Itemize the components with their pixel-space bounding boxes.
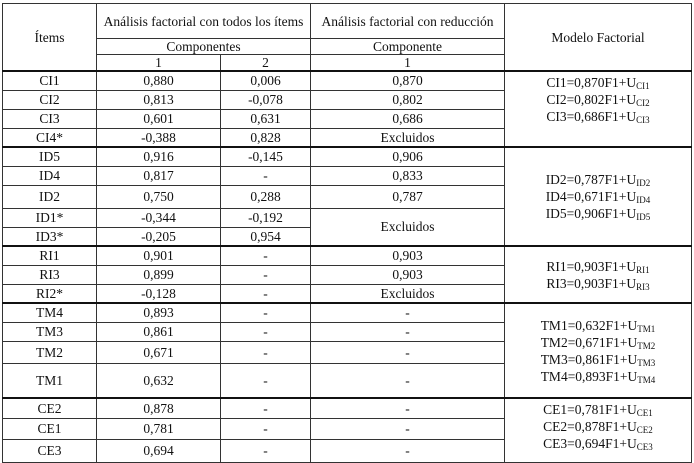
reduction-cell: 0,903: [311, 246, 505, 265]
comp1-cell: 0,880: [97, 71, 221, 90]
item-cell: TM3: [3, 322, 97, 341]
model-equation: [505, 368, 691, 385]
comp1-cell: 0,601: [97, 109, 221, 128]
item-cell: CE1: [3, 418, 97, 439]
reduction-cell: -: [311, 303, 505, 322]
reduction-cell: 0,787: [311, 185, 505, 208]
equation-text: ID5=0,906F1+U: [545, 206, 637, 221]
comp2-cell: -: [221, 166, 311, 185]
model-cell-id: [505, 147, 692, 246]
equation-subscript: TM1: [637, 323, 656, 334]
comp2-cell: -: [221, 303, 311, 322]
header-comp-1: 1: [97, 55, 221, 72]
reduction-cell: 0,906: [311, 147, 505, 166]
comp1-cell: -0,128: [97, 284, 221, 303]
model-cell-ri: [505, 246, 692, 303]
reduction-cell: 0,802: [311, 90, 505, 109]
model-equation: [505, 171, 691, 188]
equation-subscript: RI3: [636, 281, 650, 292]
item-cell: CI4*: [3, 128, 97, 147]
equation-subscript: ID5: [636, 212, 651, 222]
equation-text: CI1=0,870F1+U: [546, 75, 637, 90]
item-cell: ID2: [3, 185, 97, 208]
comp2-cell: -0,078: [221, 90, 311, 109]
model-equation: [505, 351, 691, 368]
item-cell: RI2*: [3, 284, 97, 303]
comp2-cell: 0,006: [221, 71, 311, 90]
item-cell: ID4: [3, 166, 97, 185]
comp2-cell: -: [221, 284, 311, 303]
item-cell: TM1: [3, 363, 97, 398]
header-components: Componentes: [97, 39, 311, 55]
table-row: [3, 398, 692, 418]
comp2-cell: 0,631: [221, 109, 311, 128]
model-equation: [505, 418, 691, 435]
header-model: Modelo Factorial: [505, 4, 692, 72]
comp1-cell: 0,861: [97, 322, 221, 341]
comp1-cell: 0,781: [97, 418, 221, 439]
comp1-cell: -0,388: [97, 128, 221, 147]
model-equation: [505, 435, 691, 452]
equation-subscript: RI1: [636, 264, 650, 275]
comp1-cell: -0,344: [97, 208, 221, 227]
model-equation: [505, 401, 691, 418]
comp1-cell: 0,817: [97, 166, 221, 185]
equation-text: CI2=0,802F1+U: [546, 92, 637, 107]
equation-text: CE2=0,878F1+U: [543, 419, 637, 434]
comp2-cell: 0,828: [221, 128, 311, 147]
model-equation: [505, 205, 691, 222]
table-row: [3, 303, 692, 322]
model-equation: [505, 188, 691, 205]
equation-text: TM4=0,893F1+U: [540, 368, 638, 384]
comp2-cell: 0,288: [221, 185, 311, 208]
item-cell: CI2: [3, 90, 97, 109]
equation-text: ID4=0,671F1+U: [545, 189, 637, 204]
reduction-cell: -: [311, 398, 505, 418]
comp2-cell: -0,192: [221, 208, 311, 227]
header-red-1: 1: [311, 55, 505, 72]
comp1-cell: -0,205: [97, 227, 221, 246]
equation-text: CI3=0,686F1+U: [546, 109, 637, 124]
model-equation: [505, 317, 691, 334]
comp1-cell: 0,893: [97, 303, 221, 322]
item-cell: ID1*: [3, 208, 97, 227]
header-all-items: Análisis factorial con todos los ítems: [97, 4, 311, 39]
header-reduction: Análisis factorial con reducción: [311, 4, 505, 39]
comp2-cell: -: [221, 246, 311, 265]
item-cell: CI3: [3, 109, 97, 128]
reduction-cell: 0,686: [311, 109, 505, 128]
comp2-cell: 0,954: [221, 227, 311, 246]
equation-subscript: TM4: [637, 374, 656, 385]
reduction-cell: 0,903: [311, 265, 505, 284]
item-cell: CE3: [3, 439, 97, 462]
equation-text: CE3=0,694F1+U: [543, 436, 637, 451]
comp1-cell: 0,750: [97, 185, 221, 208]
reduction-cell: 0,833: [311, 166, 505, 185]
equation-text: TM3=0,861F1+U: [540, 351, 638, 367]
equation-text: RI3=0,903F1+U: [546, 275, 637, 291]
item-cell: RI3: [3, 265, 97, 284]
header-component: Componente: [311, 39, 505, 55]
model-cell-ce: [505, 398, 692, 462]
excluded-cell: Excluidos: [311, 284, 505, 303]
equation-subscript: CI3: [636, 115, 650, 125]
equation-subscript: CE1: [636, 408, 653, 418]
equation-subscript: CE2: [636, 425, 653, 435]
comp2-cell: -: [221, 341, 311, 363]
comp1-cell: 0,916: [97, 147, 221, 166]
header-comp-2: 2: [221, 55, 311, 72]
item-cell: RI1: [3, 246, 97, 265]
model-cell-tm: [505, 303, 692, 398]
equation-subscript: CI1: [636, 81, 650, 91]
reduction-cell: -: [311, 322, 505, 341]
factor-analysis-table: [2, 3, 692, 463]
equation-subscript: TM2: [637, 340, 656, 351]
equation-text: CE1=0,781F1+U: [543, 402, 637, 417]
comp2-cell: -: [221, 322, 311, 341]
model-equation: [505, 275, 691, 292]
comp1-cell: 0,632: [97, 363, 221, 398]
header-items: Ítems: [3, 4, 97, 72]
reduction-cell: -: [311, 363, 505, 398]
equation-text: TM2=0,671F1+U: [540, 334, 638, 350]
equation-text: TM1=0,632F1+U: [540, 317, 638, 333]
equation-text: RI1=0,903F1+U: [546, 258, 637, 274]
reduction-cell: -: [311, 439, 505, 462]
comp2-cell: -: [221, 265, 311, 284]
model-equation: [505, 74, 691, 91]
model-cell-ci: [505, 71, 692, 147]
table-row: [3, 147, 692, 166]
comp2-cell: -: [221, 398, 311, 418]
comp1-cell: 0,671: [97, 341, 221, 363]
equation-subscript: ID4: [636, 195, 651, 205]
item-cell: ID3*: [3, 227, 97, 246]
item-cell: TM4: [3, 303, 97, 322]
comp2-cell: -: [221, 418, 311, 439]
reduction-cell: -: [311, 418, 505, 439]
excluded-cell: Excluidos: [311, 128, 505, 147]
reduction-cell: 0,870: [311, 71, 505, 90]
comp1-cell: 0,899: [97, 265, 221, 284]
item-cell: ID5: [3, 147, 97, 166]
table-row: [3, 246, 692, 265]
item-cell: TM2: [3, 341, 97, 363]
comp1-cell: 0,901: [97, 246, 221, 265]
comp2-cell: -: [221, 439, 311, 462]
equation-subscript: TM3: [637, 357, 656, 368]
equation-text: ID2=0,787F1+U: [545, 172, 637, 187]
item-cell: CE2: [3, 398, 97, 418]
equation-subscript: CI2: [636, 98, 650, 108]
model-equation: [505, 108, 691, 125]
comp2-cell: -0,145: [221, 147, 311, 166]
comp1-cell: 0,694: [97, 439, 221, 462]
item-cell: CI1: [3, 71, 97, 90]
table-row: [3, 71, 692, 90]
reduction-cell: -: [311, 341, 505, 363]
model-equation: [505, 91, 691, 108]
model-equation: [505, 258, 691, 275]
comp1-cell: 0,813: [97, 90, 221, 109]
equation-subscript: ID2: [636, 178, 651, 188]
model-equation: [505, 334, 691, 351]
equation-subscript: CE3: [636, 442, 653, 452]
comp2-cell: -: [221, 363, 311, 398]
comp1-cell: 0,878: [97, 398, 221, 418]
excluded-cell: Excluidos: [311, 208, 505, 246]
